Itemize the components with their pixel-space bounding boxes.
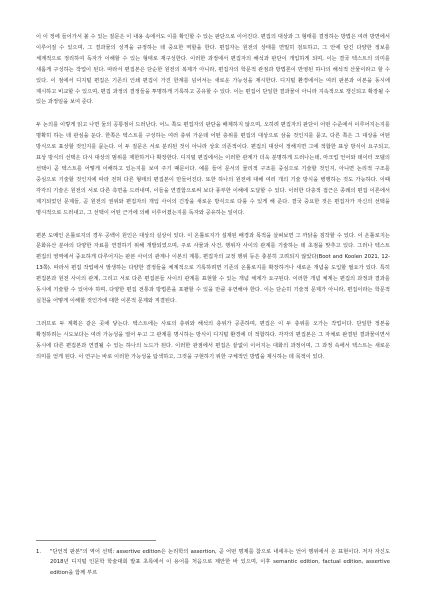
footnote-number: 1. (36, 549, 42, 555)
footnote-text: "단언적 판본"의 역어 선택: assertive edition은 논리학의 assertion, 곧 어떤 명제를 참으로 내세우는 언어 행위에서 온 표현이다. 저자 자신도 2018년 디지털 인문학 학술대회 발표 초록에서 이 용어를 처음으로 제안한 바 있으며, 이후 semantic edition, factual edition, assertive edition을 함께 부르 (50, 549, 390, 576)
body-paragraph-3: 편본 도메인 온톨로지의 경우 공백이 원인은 대상의 실상이 있다. 이 온톨로지가 설계된 배경과 목적을 살펴보면 그 까닭을 짐작할 수 있다. 이 온톨로지는 문화유산 분야의 다양한 자료를 연결하기 위해 개발되었으며, 주로 사물과 사건, 행위자 사이의 관계를 기술하는 데 초점을 맞추고 있다. 그러나 텍스트 편집의 영역에서 중요하게 다루어지는 판본 사이의 관계나 이본의 계통, 편집자의 교정 행위 등은 충분히 고려되지 않았다(Boot and Koolen 2021, 12-13쪽). 따라서 편집 작업에서 발생하는 다양한 결정들을 체계적으로 기록하려면 기존의 온톨로지를 확장하거나 새로운 개념을 도입할 필요가 있다. 특히 편집본과 원전 사이의 관계, 그리고 서로 다른 편집본들 사이의 관계를 표현할 수 있는 개념 체계가 요구된다. 이러한 개념 체계는 편집의 과정과 결과를 동시에 기술할 수 있어야 하며, 다양한 편집 전통과 방법론을 포괄할 수 있을 만큼 유연해야 한다. 이는 단순히 기술적 문제가 아니라, 편집이라는 학문적 실천을 어떻게 이해할 것인가에 대한 이론적 문제와 직결된다. (36, 232, 391, 304)
footnote (36, 547, 390, 578)
body-paragraph-4: 그러므로 두 계획은 같은 곳에 닿는다. 텍스트에는 사료의 층위와 해석의 층위가 공존하며, 편집은 이 두 층위를 오가는 작업이다. 단일한 정본을 확정하려는 시도보다는 여러 가능성을 열어 두고 그 관계를 명시하는 방식이 디지털 환경에 더 적합하다. 각각의 편집본은 그 자체로 완결된 결과물이면서 동시에 다른 편집본과 연결될 수 있는 하나의 노드가 된다. 이러한 관점에서 편집은 끝없이 이어지는 대화의 과정이며, 그 과정 속에서 텍스트는 새로운 의미를 얻게 된다. 이 연구는 바로 이러한 가능성을 탐색하고, 그것을 구현하기 위한 구체적인 방법을 제시하는 데 목적이 있다. (36, 320, 390, 360)
body-paragraph-1: 이 이 정에 들어가서 볼 수 있는 질문은 이 내용 속에서도 이를 확인할 수 있는 판단으로 이어진다. 편집의 대상과 그 형태를 결정하는 방법은 여러 방면에서 이루어질 수 있으며, 그 결과물의 성격을 규정하는 데 중요한 역할을 한다. 편집자는 원전의 상태를 면밀히 검토하고, 그 안에 담긴 다양한 정보를 체계적으로 정리하여 독자가 이해할 수 있는 형태로 재구성한다. 이러한 과정에서 편집자의 해석과 판단이 개입하게 되며, 이는 결국 텍스트의 의미를 새롭게 구성하는 작업이 된다. 따라서 편집본은 단순한 원전의 복제가 아니라, 편집자의 학문적 관점과 방법론이 반영된 하나의 해석적 산물이라고 할 수 있다. 이 점에서 디지털 편집은 기존의 인쇄 편집이 가진 한계를 넘어서는 새로운 가능성을 제시한다. 디지털 환경에서는 여러 판본과 이본을 동시에 제시하고 비교할 수 있으며, 편집 과정의 결정들을 투명하게 기록하고 공유할 수 있다. 이는 편집이 단일한 결과물이 아니라 지속적으로 갱신되고 확장될 수 있는 과정임을 보여 준다. (36, 34, 390, 106)
body-paragraph-2: 두 논의를 이렇게 읽고 나면 둘의 공통점이 드러난다. 어느 쪽도 편집자의 판단을 배제하지 않으며, 오히려 편집자의 판단이 어떤 수준에서 이루어지는지를 명확히 하는 데 관심을 둔다. 한쪽은 텍스트를 구성하는 여러 층위 가운데 어떤 층위를 편집의 대상으로 삼을 것인지를 묻고, 다른 쪽은 그 대상을 어떤 방식으로 표상할 것인지를 묻는다. 이 두 질문은 서로 분리된 것이 아니라 상호 의존적이다. 편집의 대상이 정해지면 그에 적합한 표상 방식이 요구되고, 표상 방식의 선택은 다시 대상의 범위를 제한하거나 확장한다. 디지털 편집에서는 이러한 관계가 더욱 분명하게 드러나는데, 마크업 언어와 데이터 모델의 선택이 곧 텍스트를 어떻게 이해하고 있는지를 보여 주기 때문이다. 예를 들어 문서의 물리적 구조를 중심으로 기술할 것인지, 아니면 논리적 구조를 중심으로 기술할 것인지에 따라 전혀 다른 형태의 편집본이 만들어진다. 또한 하나의 원전에 대해 여러 개의 기술 방식을 병행하는 것도 가능하다. 이때 각각의 기술은 원전의 서로 다른 측면을 드러내며, 이들을 연결함으로써 보다 풍부한 이해에 도달할 수 있다. 이러한 다층적 접근은 종래의 편집 이론에서 제기되었던 문제들, 곧 원전의 권위와 편집자의 개입 사이의 긴장을 새로운 방식으로 다룰 수 있게 해 준다. 결국 중요한 것은 편집자가 자신의 선택을 명시적으로 드러내고, 그 선택이 어떤 근거에 의해 이루어졌는지를 독자와 공유하는 일이다. (36, 122, 390, 216)
footnote-divider (36, 540, 156, 541)
